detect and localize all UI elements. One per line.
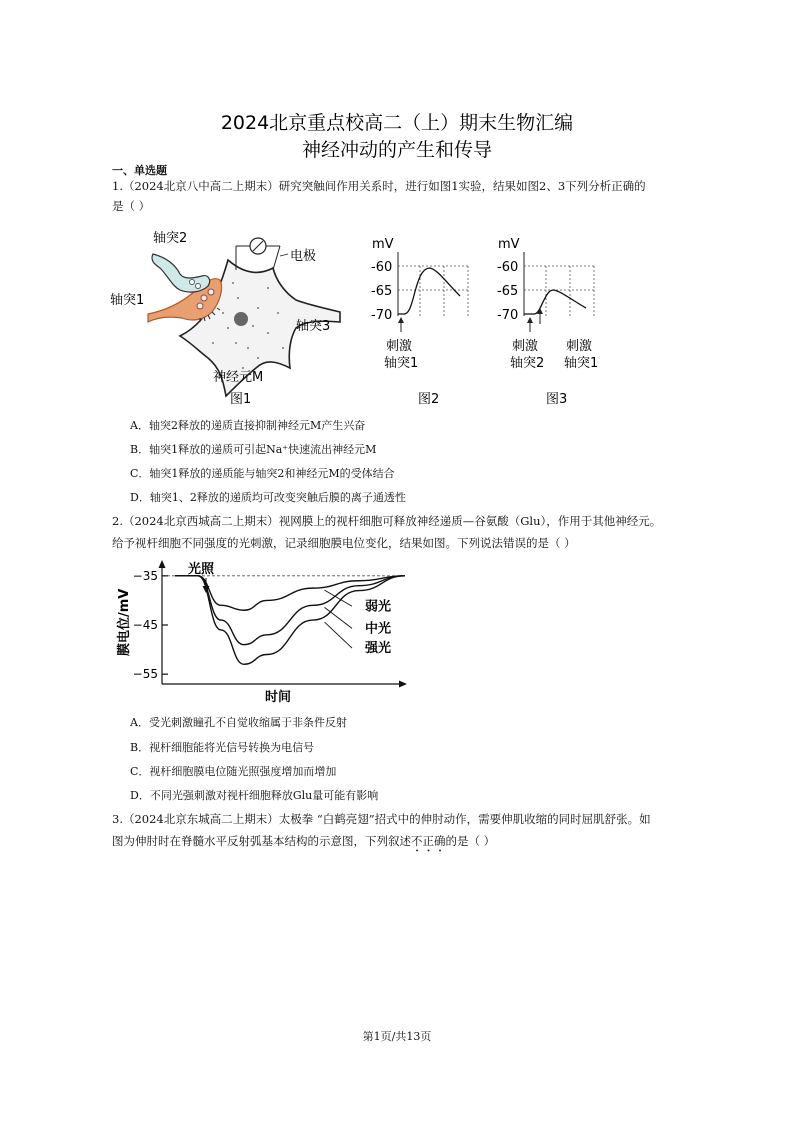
q2-option-a: A．受光刺激瞳孔不自觉收缩属于非条件反射 [130, 716, 347, 729]
q3-stem-line2-part3: 的是（ ） [445, 834, 496, 848]
q3-emphasis-not-correct: 不正确 [411, 834, 446, 848]
fig3-stimulus-a-line1: 刺激 [512, 339, 539, 354]
fig3-tick: -60 [497, 260, 519, 275]
q2-stem-line2: 给予视杆细胞不同强度的光刺激，记录细胞膜电位变化，结果如图。下列说法错误的是（ ） [112, 536, 576, 550]
fig3-tick: -70 [497, 308, 519, 323]
fig2-stimulus-line1: 刺激 [386, 339, 413, 354]
fig1-caption: 图1 [230, 392, 252, 407]
y-tick-label: −55 [132, 667, 158, 682]
q1-option-b: B．轴突1释放的递质可引起Na⁺快速流出神经元M [130, 443, 377, 456]
q3-stem-line1: 3.（2024北京东城高二上期末）太极拳 “白鹤亮翅”招式中的伸肘动作，需要伸肌收缩的同时屈肌舒张。如 [112, 812, 651, 826]
q2-option-c: C．视杆细胞膜电位随光照强度增加而增加 [130, 765, 337, 778]
q3-stem-line2 [112, 833, 495, 855]
fig2-caption: 图2 [418, 392, 440, 407]
fig2-tick: -60 [371, 260, 393, 275]
q1-figure2-trace [368, 232, 488, 412]
page-subtitle: 神经冲动的产生和传导 [301, 139, 492, 161]
fig3-stimulus-b-line2: 轴突1 [564, 356, 599, 371]
q2-stem-line1: 2.（2024北京西城高二上期末）视网膜上的视杆细胞可释放神经递质—谷氨酸（Glu），作用于其他神经元。 [112, 514, 662, 528]
fig3-stimulus-a-line2: 轴突2 [510, 356, 545, 371]
q1-figure3-trace [494, 232, 619, 412]
series-leader-line [325, 607, 353, 628]
label-axon3: 轴突3 [296, 319, 331, 334]
series-label: 中光 [365, 621, 392, 637]
q1-option-d: D．轴突1、2释放的递质均可改变突触后膜的离子通透性 [130, 491, 406, 504]
q2-option-b: B．视杆细胞能将光信号转换为电信号 [130, 741, 315, 754]
q2-light-annotation: 光照 [188, 562, 215, 577]
q1-figure1-diagram [108, 218, 348, 413]
q1-stem-line1: 1.（2024北京八中高二上期末）研究突触间作用关系时，进行如图1实验，结果如图2、3下列分析正确的 [112, 179, 646, 193]
fig2-stimulus-line2: 轴突1 [384, 356, 419, 371]
label-neuron-m: 神经元M [213, 370, 264, 385]
y-axis-arrow [159, 560, 166, 568]
series-label: 弱光 [365, 599, 392, 615]
fig3-unit: mV [498, 237, 520, 252]
q2-x-axis-label: 时间 [265, 690, 292, 705]
q2-option-d: D．不同光强刺激对视杆细胞释放Glu量可能有影响 [130, 789, 379, 802]
q1-option-c: C．轴突1释放的递质能与轴突2和神经元M的受体结合 [130, 467, 395, 480]
y-tick-label: −45 [132, 618, 158, 632]
label-axon1: 轴突1 [110, 293, 145, 308]
fig3-tick: -65 [497, 284, 519, 299]
series-label: 强光 [365, 641, 392, 657]
fig3-caption: 图3 [546, 392, 568, 407]
q1-option-a: A．轴突2释放的递质直接抑制神经元M产生兴奋 [130, 419, 366, 432]
section-heading: 一、单选题 [112, 164, 167, 177]
q1-stem-line2: 是（ ） [112, 199, 151, 213]
fig2-unit: mV [372, 237, 394, 252]
label-axon2: 轴突2 [153, 231, 188, 246]
series-leader-line [325, 622, 353, 648]
page-footer: 第1页/共13页 [362, 1030, 432, 1043]
x-axis-arrow [399, 681, 407, 688]
y-tick-label: −35 [132, 568, 158, 583]
q3-stem-line2-part1: 图为伸肘时在脊髓水平反射弧基本结构的示意图，下列叙述 [112, 834, 411, 848]
page-title: 2024北京重点校高二（上）期末生物汇编 [220, 112, 574, 134]
fig2-tick: -70 [371, 308, 393, 323]
label-electrode: 电极 [290, 249, 317, 264]
q2-y-axis-label: 膜电位/mV [117, 588, 132, 656]
fig2-tick: -65 [371, 284, 393, 299]
nucleus-shape [234, 312, 248, 326]
fig3-stimulus-b-line1: 刺激 [566, 339, 593, 354]
series-leader-line [325, 590, 353, 606]
q2-membrane-potential-chart [110, 556, 415, 706]
